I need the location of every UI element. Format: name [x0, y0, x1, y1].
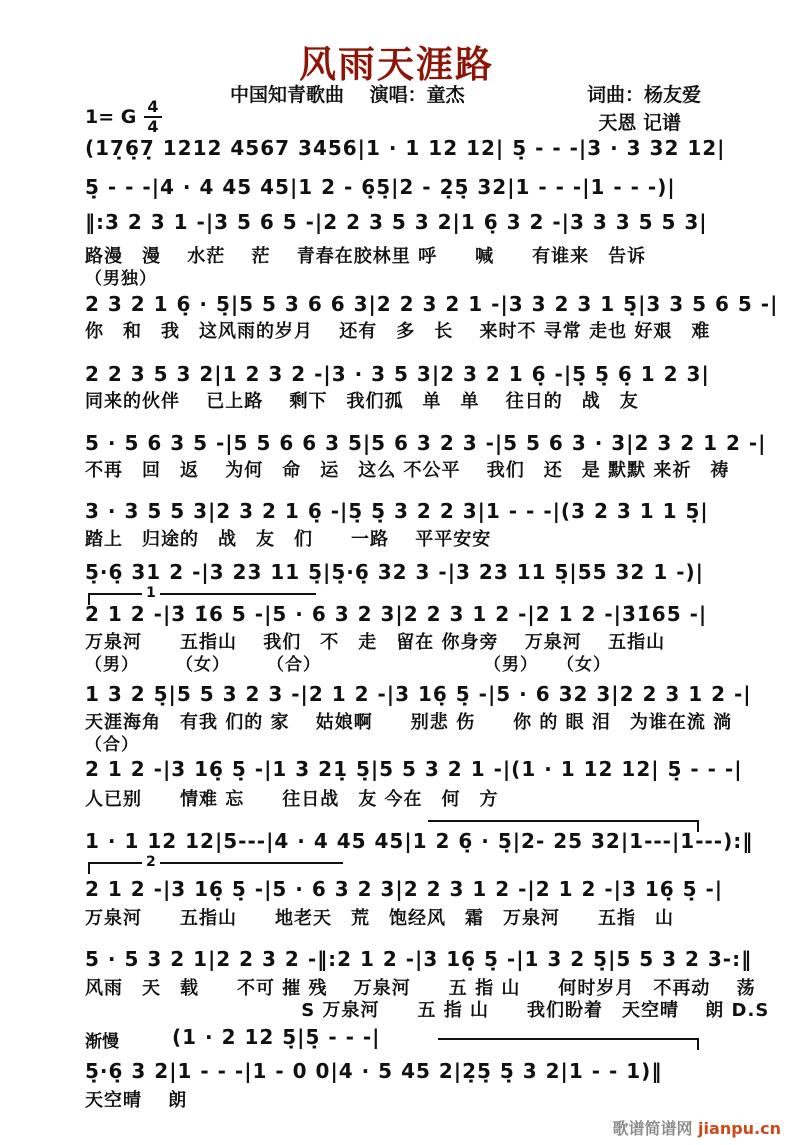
key-prefix: 1= G [85, 106, 137, 128]
notation-line-8: 5̣·6̣ 31 2 -|3 23 11 5̣|5̣·6̣ 32 3 -|3 23 11 5̣|55 32 1 -)| [85, 560, 704, 584]
part-label-chorus: （合） [85, 735, 139, 755]
notation-line-13: 2 1 2 -|3 16̣ 5̣ -|5 · 6 3 2 3|2 2 3 1 2 -|2 1 2 -|3 16̣ 5̣ -| [85, 877, 724, 901]
notation-line-1: (17̣6̣7̣ 1212 4567 3456|1 · 1 12 12| 5̣ - - -|3 · 3 32 12| [85, 136, 726, 160]
lyrics-line-11: 人已别 情难 忘 往日战 友 今在 何 方 [85, 789, 499, 810]
phrase-bracket-2 [438, 1038, 699, 1050]
lyrics-line-7: 踏上 归途的 战 友 们 一路 平平安安 [85, 529, 492, 550]
notation-line-7: 3 · 3 5 5 3|2 3 2 1 6̣ -|5̣ 5̣ 3 2 2 3|1 - - -|(3 2 3 1 1 5̣| [85, 499, 709, 523]
volta-number-2: 2 [142, 853, 160, 873]
part-labels-line-9: （男） （女） （合） （男） （女） [85, 655, 611, 675]
watermark [612, 1116, 781, 1139]
song-subtitle: 中国知青歌曲 演唱：童杰 [230, 84, 465, 106]
notation-line-4: 2 3 2 1 6̣ · 5̣|5 5 3 6 6 3|2 2 3 2 1 -|3 3 2 3 1 5̣|3 3 5 6 5 -| [85, 292, 779, 316]
notation-line-12: 1 · 1 12 12|5---|4 · 4 45 45|1 2 6̣ · 5̣|2- 25 32|1---|1---):‖ [85, 829, 754, 853]
song-title: 风雨天涯路 [299, 43, 494, 86]
notation-line-5: 2 2 3 5 3 2|1 2 3 2 -|3 · 3 5 3|2 3 2 1 6̣ -|5̣ 5̣ 6̣ 1 2 3| [85, 362, 710, 386]
volta-bracket-2 [88, 854, 343, 874]
notation-line-3: ‖:3 2 3 1 -|3 5 6 5 -|2 2 3 5 3 2|1 6̣ 3 2 -|3 3 3 5 5 3| [85, 210, 708, 234]
notation-line-16: 5̣·6̣ 3 2|1 - - -|1 - 0 0|4 · 5 45 2|2̣5̣ 5̣ 3 2|1 - - 1)‖ [85, 1059, 663, 1083]
lyrics-line-3: 路漫 漫 水茫 茫 青春在胶林里 呼 喊 有谁来 告诉 [85, 246, 647, 267]
notation-line-2: 5̣ - - -|4 · 4 45 45|1 2 - 6̣5̣|2 - 2̣5̣ 32|1 - - -|1 - - -)| [85, 175, 676, 199]
lyrics-line-6: 不再 回 返 为何 命 运 这么 不公平 我们 还 是 默默 来祈 祷 [85, 460, 730, 481]
lyrics-line-14b: S 万泉河 五 指 山 我们盼着 天空晴 朗 D.S [85, 1000, 770, 1021]
time-signature [144, 99, 161, 135]
credit-lyricist: 词曲：杨友爱 [586, 84, 701, 106]
notation-line-6: 5 · 5 6 3 5 -|5 5 6 6 3 5|5 6 3 2 3 -|5 5 6 3 · 3|2 3 2 1 2 -| [85, 431, 767, 455]
watermark-site-name: 歌谱简谱网 [612, 1119, 693, 1138]
notation-line-11: 2 1 2 -|3 16̣ 5̣ -|1 3 21̣ 5̣|5 5 3 2 1 -|(1 · 1 12 12| 5̣ - - -| [85, 757, 743, 781]
lyrics-line-16: 天空晴 朗 [85, 1090, 188, 1111]
key-signature [85, 99, 162, 135]
part-label-male-solo: （男独） [85, 269, 157, 289]
notation-line-14: 5 · 5 3 2 1|2 2 3 2 -‖:2 1 2 -|3 16̣ 5̣ -|1 3 2 5̣|5 5 3 2 3-:‖ [85, 947, 753, 971]
credit-transcriber: 天恩 记谱 [598, 112, 681, 134]
lyrics-line-9: 万泉河 五指山 我们 不 走 留在 你身旁 万泉河 五指山 [85, 632, 666, 653]
lyrics-line-10: 天涯海角 有我 们的 家 姑娘啊 别悲 伤 你 的 眼 泪 为谁在流 淌 [85, 712, 733, 733]
notation-line-10: 1 3 2 5̣|5 5 3 2 3 -|2 1 2 -|3 16̣ 5̣ -|5 · 6 32 3|2 2 3 1 2 -| [85, 682, 752, 706]
lyrics-line-13: 万泉河 五指山 地老天 荒 饱经风 霜 万泉河 五指 山 [85, 908, 674, 929]
volta-number-1: 1 [142, 584, 160, 604]
notation-line-9: 2 1 2 -|3̇ 1̇6 5 -|5 · 6 3 2 3|2 2 3 1 2 -|2 1 2 -|3̇1̇65 -| [85, 602, 708, 626]
watermark-link[interactable]: jianpu.cn [698, 1119, 781, 1138]
lyrics-line-14: 风雨 天 载 不可 摧 残 万泉河 五 指 山 何时岁月 不再动 荡 [85, 978, 756, 999]
time-signature-bottom: 4 [147, 117, 159, 136]
time-signature-top: 4 [144, 99, 161, 118]
tempo-marking: 渐慢 [85, 1032, 119, 1052]
lyrics-line-5: 同来的伙伴 已上路 剩下 我们孤 单 单 往日的 战 友 [85, 391, 639, 412]
notation-line-15: (1 · 2 12 5̣|5̣ - - -| [172, 1025, 381, 1049]
lyrics-line-4: 你 和 我 这风雨的岁月 还有 多 长 来时不 寻常 走也 好艰 难 [85, 321, 711, 342]
